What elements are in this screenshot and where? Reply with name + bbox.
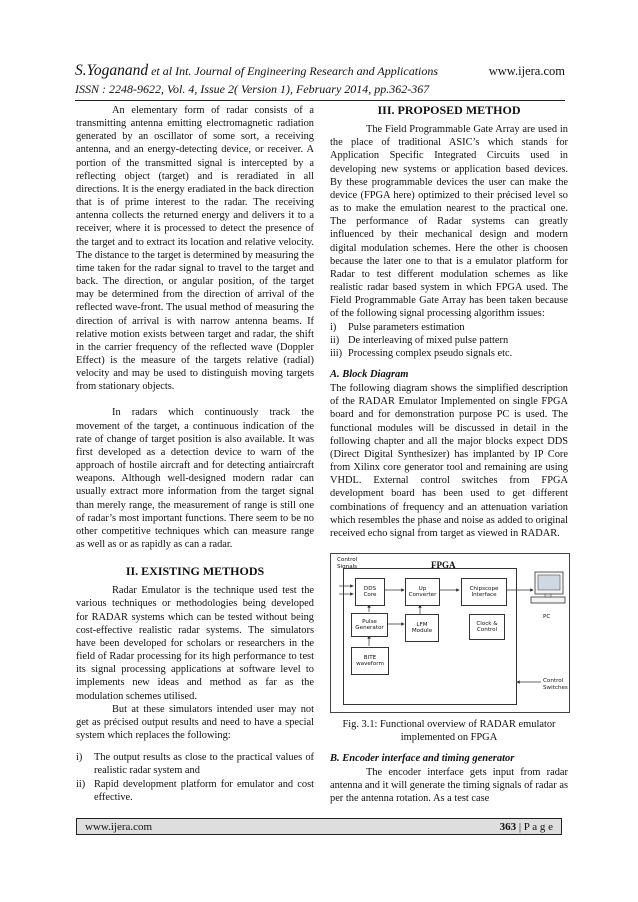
up-converter-block: Up Converter: [405, 578, 440, 606]
control-switches-label: Control Switches: [543, 678, 568, 691]
header-line-1: [75, 62, 565, 80]
dds-core-block: DDS Core: [355, 578, 385, 606]
pc-label: PC: [543, 614, 551, 620]
header-journal: et al Int. Journal of Engineering Research and Applications: [148, 64, 439, 78]
list-item: ii) Rapid development platform for emulator and cost effective.: [76, 778, 314, 803]
paragraph: In radars which continuously track the movement of the target, a continuous indication of the rate of change of target position is also available. It was first developed as a detection device to warn of the approach of hostile aircraft and for detecting antiaircraft weapons. Although well-designed modern radar can usually extract more information from the target signal than merely range, the measurement of range is still one of radar’s most important functions. There seem to be no other competitive techniques which can measure range as well as or as rapidly as can a radar.: [76, 407, 314, 550]
page-footer: [76, 818, 562, 835]
page-header: [75, 62, 565, 101]
header-authors: S.Yoganand: [75, 62, 149, 79]
right-column: [330, 104, 568, 806]
figure-caption: Fig. 3.1: Functional overview of RADAR emulator implemented on FPGA: [342, 719, 556, 743]
header-website[interactable]: www.ijera.com: [488, 64, 565, 78]
section-title: II. EXISTING METHODS: [125, 564, 265, 579]
fpga-title: FPGA: [431, 560, 456, 570]
list-item: i) Pulse parameters estimation: [330, 321, 465, 333]
paragraph: The encoder interface gets input from radar antenna and it will generate the timing signals of radar as per the antenna rotation. As a test case: [330, 767, 568, 805]
left-column: [76, 104, 314, 804]
paragraph: An elementary form of radar consists of a transmitting antenna emitting electromagnetic radiation generated by an oscillator of some sort, a receiving antenna, and an energy-detecting device, or receiver. A portion of the transmitted signal is intercepted by a reflecting object (target) and is reradiated in all directions. It is the energy eradiated in the back direction that is of prime interest to the radar. The receiving antenna collects the returned energy and delivers it to a receiver, where it is processed to detect the presence of the target and to extract its location and relative velocity. The distance to the target is determined by measuring the time taken for the radar signal to travel to the target and back. The direction, or angular position, of the target may be determined from the direction of arrival of the reflected wave-front. The usual method of measuring the direction of arrival is with narrow antenna beams. If relative motion exists between target and radar, the shift in the carrier frequency of the reflected wave (Doppler Effect) is the measure of the targets relative (radial) velocity and may be used to distinguish moving targets from stationary objects.: [76, 105, 314, 393]
paragraph: But at these simulators intended user may not get as précised output results and need to have a special system which replaces the following:: [76, 703, 314, 742]
control-signals-label: Control Signals: [337, 557, 358, 570]
subsection-title: B. Encoder interface and timing generator: [330, 753, 515, 764]
chipscope-interface-block: Chipscope Interface: [461, 578, 507, 606]
footer-page-number: 363 | P a g e: [499, 820, 553, 833]
bite-waveform-block: BITE waveform: [351, 647, 389, 675]
header-issn: ISSN : 2248-9622, Vol. 4, Issue 2( Version 1), February 2014, pp.362-367: [75, 82, 430, 96]
list-item: ii) De interleaving of mixed pulse pattern: [330, 334, 509, 346]
section-title: III. PROPOSED METHOD: [377, 103, 521, 117]
list-item: iii) Processing complex pseudo signals etc.: [330, 347, 513, 359]
paragraph: Radar Emulator is the technique used test the various techniques or methodologies being developed for RADAR systems which can be tested without being cost-effective realistic radar systems. The simulators have been developed for scholars or researchers in the field of Radar processing for its high performance to test its signal processing applications at software level to implements new ideas and method as far as the modulation schemes utilised.: [76, 585, 314, 702]
pc-icon: [531, 572, 565, 603]
lfm-module-block: LFM Module: [405, 614, 439, 642]
paragraph: The following diagram shows the simplified description of the RADAR Emulator Implemented on single FPGA board and for demonstration purpose PC is used. The functional modules will be discussed in detail in the following chapter and all the major blocks expect DDS (Direct Digital Synthesizer) has implanted by IP Core from Xilinx core generator tool and remaining are using VHDL. External control switches from FPGA development board has been used to get different combinations of frequency and an attenuation variation which resembles the phase and noise as added to original received echo signal from target as viewed in RADAR.: [330, 383, 568, 539]
pulse-generator-block: Pulse Generator: [351, 613, 388, 637]
footer-website[interactable]: www.ijera.com: [85, 820, 153, 833]
clock-control-block: Clock & Control: [469, 614, 505, 640]
subsection-title: A. Block Diagram: [330, 368, 409, 380]
block-diagram-figure: [330, 553, 570, 713]
list-item: i) The output results as close to the practical values of realistic radar system and: [76, 752, 314, 777]
header-rule: [75, 100, 565, 101]
paragraph: The Field Programmable Gate Array are used in the place of traditional ASIC’s which stands for Application Specific Integrated Circuits used in developing new systems or application based devices. By these programmable devices the user can make the device (FPGA here) optimized to their précised level so as to make the emulation nearest to the practical one. The performance of Radar systems can greatly influenced by their mechanical design and modern digital modulation schemes. Here the other is choosen because the later one to that is a emulator platform for Radar to test different modulation schemes as like realistic radar based system in which FPGA used. The Field Programmable Gate Array has been taken because of the following signal processing algorithm issues:: [330, 124, 568, 320]
